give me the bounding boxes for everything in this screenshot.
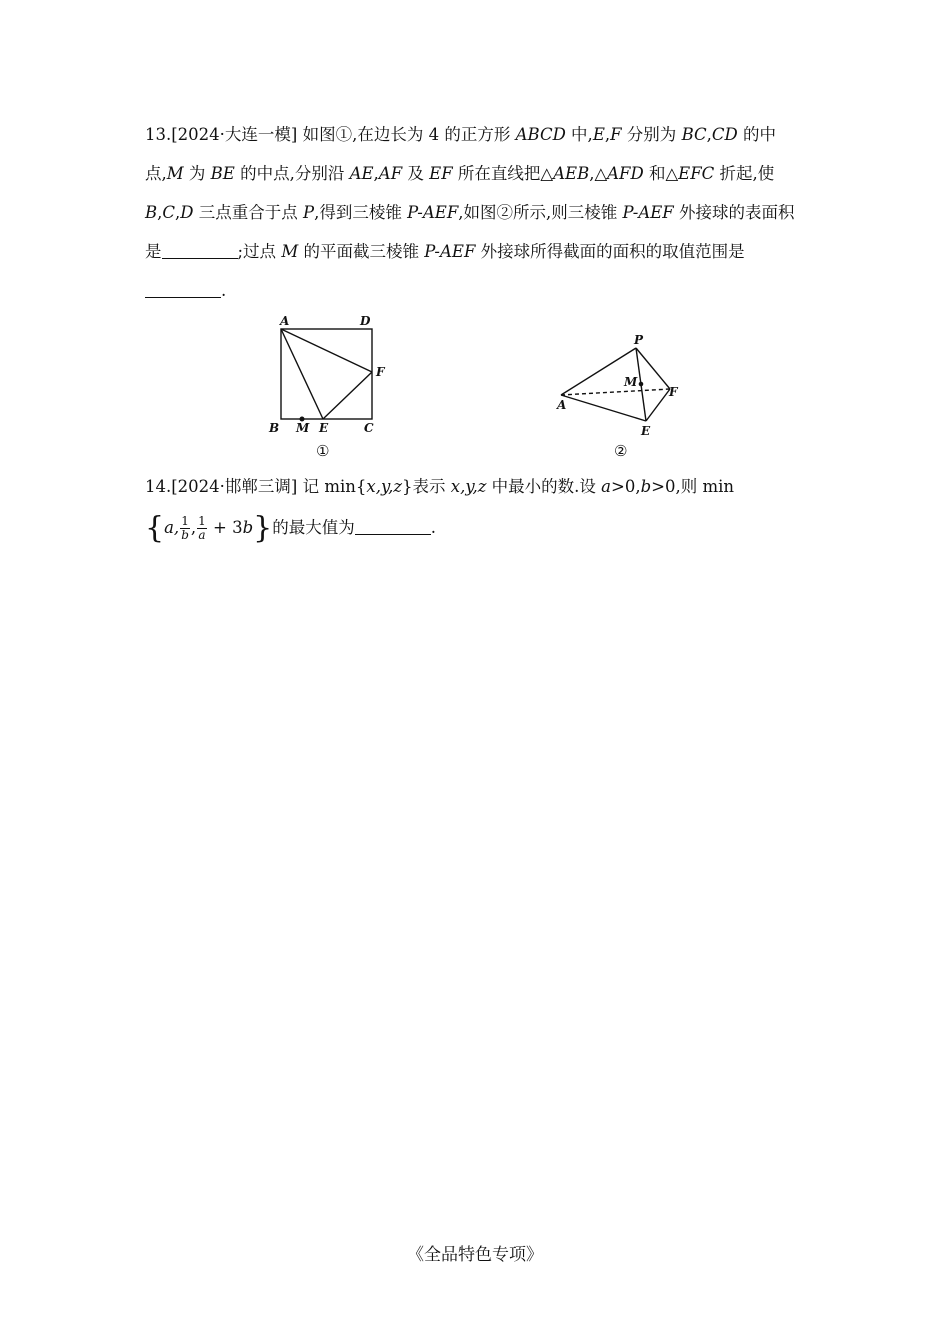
problem-number: 14.	[145, 477, 172, 496]
min-expression-line: {a, $\frac{1}{b}$ , $\frac{1}{a}$ + 3b}的最大值为 .	[145, 510, 436, 546]
label-c: C	[364, 421, 374, 435]
label-d: D	[360, 314, 371, 328]
problem-source: [2024·邯郸三调]	[171, 477, 298, 496]
figure-caption-2: ②	[614, 442, 628, 460]
label-a: A	[557, 398, 567, 412]
figure-tetrahedron	[548, 328, 693, 465]
label-f: F	[376, 365, 385, 379]
label-m: M	[624, 375, 638, 389]
answer-blank-1[interactable]	[162, 242, 238, 260]
label-e: E	[641, 424, 651, 438]
fraction-one-over-b: $\frac{1}{b}$	[181, 514, 189, 542]
label-m: M	[296, 421, 310, 435]
label-p: P	[634, 333, 644, 347]
segment-ae	[281, 329, 323, 419]
label-e: E	[319, 421, 329, 435]
answer-blank-2[interactable]	[145, 281, 221, 299]
edge-af-hidden	[561, 389, 670, 395]
edge-ef	[646, 389, 670, 421]
square-abcd	[281, 329, 372, 419]
label-b: B	[269, 421, 280, 435]
segment-af	[281, 329, 372, 372]
figure-square	[262, 310, 392, 465]
problem-number: 13.	[145, 125, 172, 144]
page-footer: 《全品特色专项》	[407, 1245, 543, 1265]
answer-blank-3[interactable]	[355, 518, 431, 536]
problem-14: 14.[2024·邯郸三调] 记 min{x,y,z}表示 x,y,z 中最小的数.设 a>0,b>0,则 min {a, $\frac{1}{b}$ , $\frac{1}{a}$ + 3b}的最大值为 .	[145, 467, 810, 548]
label-f: F	[669, 385, 678, 399]
segment-ef	[323, 372, 372, 419]
problem-13: 13.[2024·大连一模] 如图①,在边长为 4 的正方形 ABCD 中,E,F 分别为 BC,CD 的中点,M 为 BE 的中点,分别沿 AE,AF 及 EF 所在直线把△AEB,△AFD 和△EFC 折起,使 B,C,D 三点重合于点 P,得到三棱锥 P-AEF,如图②所示,则三棱锥 P-AEF 外接球的表面积是 ;过点 M 的平面截三棱锥 P-AEF 外接球所得截面的面积的取值范围是.	[145, 125, 795, 300]
problem-source: [2024·大连一模]	[171, 125, 298, 144]
figure-caption-1: ①	[316, 442, 330, 460]
label-a: A	[280, 314, 290, 328]
point-m	[639, 382, 644, 387]
fraction-one-over-a: $\frac{1}{a}$	[198, 514, 206, 542]
edge-ae	[561, 395, 646, 421]
